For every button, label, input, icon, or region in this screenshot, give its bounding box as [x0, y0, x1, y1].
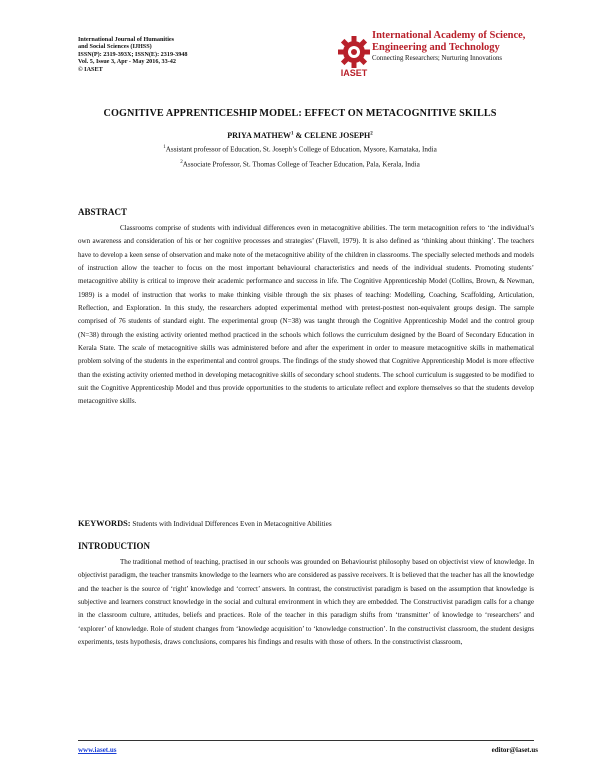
- affiliation-2-text: Associate Professor, St. Thomas College of Teacher Education, Pala, Kerala, India: [182, 160, 420, 169]
- introduction-text: The traditional method of teaching, practised in our schools was grounded on Behaviourist philosophy based on objectivist view of knowledge. In objectivist paradigm, the teacher transmits knowledge to the learners who are considered as passive receivers. It is believed that the teacher has all the knowledge and the teacher is the source of ‘right’ knowledge and ‘correct’ answers. In contrast, the constructivist paradigm is based on the assumption that knowledge is subjective and learners construct knowledge in the social and cultural environment in which they are embedded. The Constructivist paradigm calls for a change in the classroom culture, attitudes, beliefs and practices. Role of the teacher in this paradigm shifts from ‘transmitter’ of knowledge to ‘researchers’ and ‘explorer’ of knowledge. Role of student changes from ‘knowledge acquisition’ to ‘knowledge construction’. In the constructivist classroom, the student designs experiments, tests hypothesis, draws conclusions, compares his findings and results with those of others. In the constructivist classroom,: [78, 558, 534, 647]
- paper-authors: [0, 131, 600, 140]
- logo-text: IASET: [340, 68, 368, 78]
- publisher-name-line2: Engineering and Technology: [372, 42, 500, 53]
- journal-name-line2: and Social Sciences (IJHSS): [78, 43, 152, 51]
- introduction-heading: INTRODUCTION: [78, 541, 151, 551]
- footer-rule: [78, 740, 534, 741]
- keywords-label: KEYWORDS:: [78, 519, 131, 528]
- author-2: CELENE JOSEPH: [304, 131, 371, 140]
- journal-volume: Vol. 5, Issue 3, Apr - May 2016, 33-42: [78, 58, 176, 66]
- publisher-block: [372, 30, 572, 63]
- author-separator: &: [293, 131, 305, 140]
- publisher-name-line1: International Academy of Science,: [372, 30, 526, 41]
- footer-email: editor@iaset.us: [491, 746, 538, 754]
- affiliation-1-sup: 1: [163, 145, 166, 150]
- keywords: [78, 519, 548, 528]
- journal-name-line1: International Journal of Humanities: [78, 36, 175, 43]
- footer-website-link[interactable]: www.iaset.us: [78, 746, 117, 754]
- abstract-text: Classrooms comprise of students with individual differences even in metacognitive abilities. The term metacognition refers to ‘the individual’s own awareness and consideration of his or her cognitive processes and strategies’ (Flavell, 1979). It is also defined as ‘thinking about thinking’. The teachers have to develop a keen sense of observation and make note of the metacognitive ability of the children in classrooms. The specially selected methods and models of instruction allow the teacher to focus on the most important behavioural characteristics and needs of the individual students. Promoting students’ metacognitive ability is critical to improve their academic performance and success in life. The Cognitive Apprenticeship Model (Collins, Brown, & Newman, 1989) is a model of instruction that works to make thinking visible through the six phases of teaching: Modelling, Coaching, Scaffolding, Articulation, Reflection, and Exploration. In this study, the researchers adopted experimental method with pretest-posttest non-equivalent groups design. The sample comprised of 76 students of standard eight. The experimental group (N=38) was taught through the Cognitive Apprenticeship Model and the control group (N=38) through the existing activity oriented method practiced in the schools which follows the curriculum designed by the Board of Secondary Education in Kerala State. The scale of metacognitive skills was administered before and after the experiment in order to measure metacognitive skills in mathematical problem solving of the students in the experimental and control groups. The findings of the study showed that Cognitive Apprenticeship Model is more effective than the existing activity oriented method in developing metacognitive skills of secondary school students. The school curriculum is suggested to be modified to suit the Cognitive Apprenticeship Model and thus provide opportunities to the students to articulate reflect and explore themselves so that the students develop metacognitive skills.: [78, 224, 534, 406]
- affiliation-1-text: Assistant professor of Education, St. Joseph’s College of Education, Mysore, Karnataka, India: [165, 145, 437, 154]
- author-1-sup: 1: [291, 131, 294, 137]
- paper-title: COGNITIVE APPRENTICESHIP MODEL: EFFECT ON METACOGNITIVE SKILLS: [103, 108, 497, 119]
- author-1: PRIYA MATHEW: [227, 131, 292, 140]
- journal-issn: ISSN(P): 2319-393X; ISSN(E): 2319-3948: [78, 50, 188, 58]
- journal-info: [78, 36, 308, 73]
- journal-copyright: © IASET: [78, 65, 103, 73]
- author-2-sup: 2: [370, 131, 373, 137]
- affiliation-1: [0, 145, 600, 153]
- affiliation-2-sup: 2: [180, 160, 183, 165]
- keywords-text: Students with Individual Differences Even in Metacognitive Abilities: [130, 520, 332, 528]
- affiliation-2: [0, 160, 600, 168]
- publisher-tagline: Connecting Researchers; Nurturing Innovations: [372, 55, 503, 62]
- abstract-heading: ABSTRACT: [78, 207, 128, 217]
